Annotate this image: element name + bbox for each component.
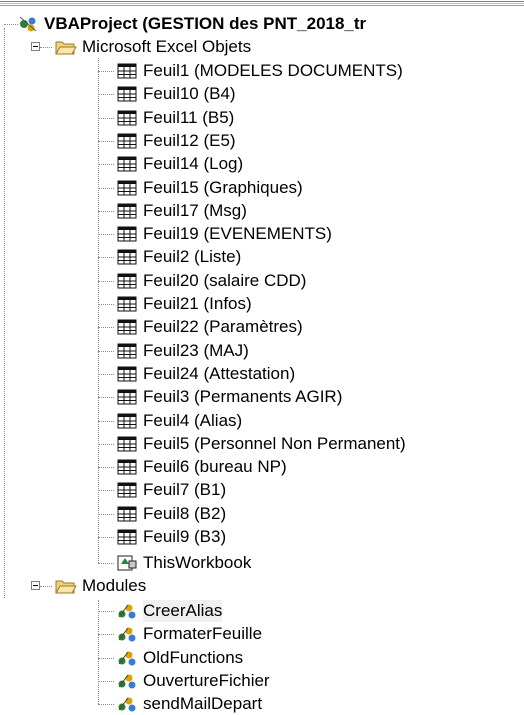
worksheet-icon	[116, 109, 138, 127]
worksheet-icon	[116, 505, 138, 523]
folder-label: Microsoft Excel Objets	[82, 37, 252, 56]
tree-item-sheet[interactable]	[98, 246, 241, 268]
tree-item-label: Feuil2 (Liste)	[143, 247, 242, 267]
collapse-toggle[interactable]	[31, 42, 40, 51]
folder-modules[interactable]	[0, 575, 146, 597]
worksheet-icon	[116, 528, 138, 546]
tree-item-label: Feuil19 (EVENEMENTS)	[143, 224, 332, 244]
tree-item-label: Feuil21 (Infos)	[143, 294, 252, 313]
tree-item-sheet[interactable]	[98, 363, 295, 385]
tree-item-module[interactable]	[98, 647, 243, 669]
tree-item-sheet[interactable]	[98, 293, 252, 315]
module-icon	[116, 672, 138, 690]
tree-item-sheet[interactable]	[98, 433, 406, 455]
tree-item-sheet[interactable]	[98, 270, 306, 292]
tree-item-sheet[interactable]	[98, 200, 247, 222]
tree-item-label: CreerAlias	[143, 601, 223, 620]
tree-item-label: Feuil11 (B5)	[143, 107, 235, 127]
tree-item-sheet[interactable]	[98, 130, 236, 152]
tree-item-sheet[interactable]	[98, 386, 342, 408]
worksheet-icon	[116, 365, 138, 383]
tree-item-label: FormaterFeuille	[143, 624, 263, 644]
module-icon	[116, 602, 138, 620]
tree-item-label: Feuil14 (Log)	[143, 154, 244, 174]
tree-item-label: Feuil23 (MAJ)	[143, 340, 249, 360]
tree-item-sheet[interactable]	[98, 410, 242, 432]
tree-item-label: sendMailDepart	[143, 694, 263, 714]
worksheet-icon	[116, 272, 138, 290]
tree-item-label: Feuil15 (Graphiques)	[143, 177, 303, 197]
worksheet-icon	[116, 248, 138, 266]
tree-item-sheet[interactable]	[98, 107, 234, 129]
tree-item-module[interactable]	[98, 623, 262, 645]
folder-open-icon	[55, 38, 77, 56]
tree-item-label: Feuil24 (Attestation)	[143, 363, 296, 383]
tree-item-sheet[interactable]	[98, 526, 226, 548]
tree-item-sheet[interactable]	[98, 153, 243, 175]
tree-item-thisworkbook[interactable]	[98, 552, 251, 574]
worksheet-icon	[116, 342, 138, 360]
tree-item-label: Feuil4 (Alias)	[143, 410, 243, 430]
folder-open-icon	[55, 577, 77, 595]
tree-item-sheet[interactable]	[98, 177, 303, 199]
tree-item-label: Feuil8 (B2)	[143, 503, 227, 523]
tree-item-module[interactable]	[98, 670, 270, 692]
tree-item-label: Feuil7 (B1)	[143, 480, 227, 500]
worksheet-icon	[116, 179, 138, 197]
workbook-icon	[116, 554, 138, 572]
tree-item-sheet[interactable]	[98, 479, 226, 501]
tree-item-label: Feuil3 (Permanents AGIR)	[143, 387, 343, 407]
tree-connector	[4, 28, 5, 598]
tree-item-label: Feuil22 (Paramètres)	[143, 317, 303, 337]
worksheet-icon	[116, 412, 138, 430]
tree-item-sheet[interactable]	[98, 316, 303, 338]
worksheet-icon	[116, 132, 138, 150]
worksheet-icon	[116, 202, 138, 220]
tree-item-label: OuvertureFichier	[143, 670, 270, 690]
tree-item-label: Feuil9 (B3)	[143, 527, 227, 546]
tree-item-label: Feuil6 (bureau NP)	[143, 457, 287, 477]
worksheet-icon	[116, 458, 138, 476]
worksheet-icon	[116, 481, 138, 499]
worksheet-icon	[116, 155, 138, 173]
tree-item-module[interactable]	[98, 600, 222, 622]
worksheet-icon	[116, 85, 138, 103]
module-icon	[116, 649, 138, 667]
worksheet-icon	[116, 435, 138, 453]
worksheet-icon	[116, 295, 138, 313]
tree-item-label: Feuil5 (Personnel Non Permanent)	[143, 433, 406, 453]
tree-item-label: Feuil10 (B4)	[143, 84, 236, 104]
tree-item-sheet[interactable]	[98, 456, 287, 478]
module-icon	[116, 695, 138, 713]
collapse-toggle[interactable]	[31, 581, 40, 590]
folder-excel-objects[interactable]	[0, 36, 251, 58]
tree-root[interactable]	[0, 13, 366, 35]
tree-item-label: ThisWorkbook	[143, 553, 252, 572]
tree-item-label: Feuil20 (salaire CDD)	[143, 270, 307, 290]
module-icon	[116, 625, 138, 643]
tree-item-sheet[interactable]	[98, 223, 332, 245]
worksheet-icon	[116, 318, 138, 336]
worksheet-icon	[116, 388, 138, 406]
worksheet-icon	[116, 62, 138, 80]
tree-item-sheet[interactable]	[98, 83, 236, 105]
tree-item-label: Feuil17 (Msg)	[143, 200, 247, 220]
tree-item-sheet[interactable]	[98, 503, 226, 525]
tree-item-label: Feuil12 (E5)	[143, 130, 236, 150]
tree-item-label: OldFunctions	[143, 647, 244, 667]
tree-item-label: Feuil1 (MODELES DOCUMENTS)	[143, 61, 403, 80]
root-label: VBAProject (GESTION des PNT_2018_tr	[44, 14, 367, 33]
worksheet-icon	[116, 225, 138, 243]
folder-label: Modules	[82, 576, 147, 595]
tree-item-sheet[interactable]	[98, 60, 403, 82]
tree-item-module[interactable]	[98, 693, 262, 715]
tree-item-sheet[interactable]	[98, 340, 249, 362]
vba-project-icon	[17, 15, 39, 33]
